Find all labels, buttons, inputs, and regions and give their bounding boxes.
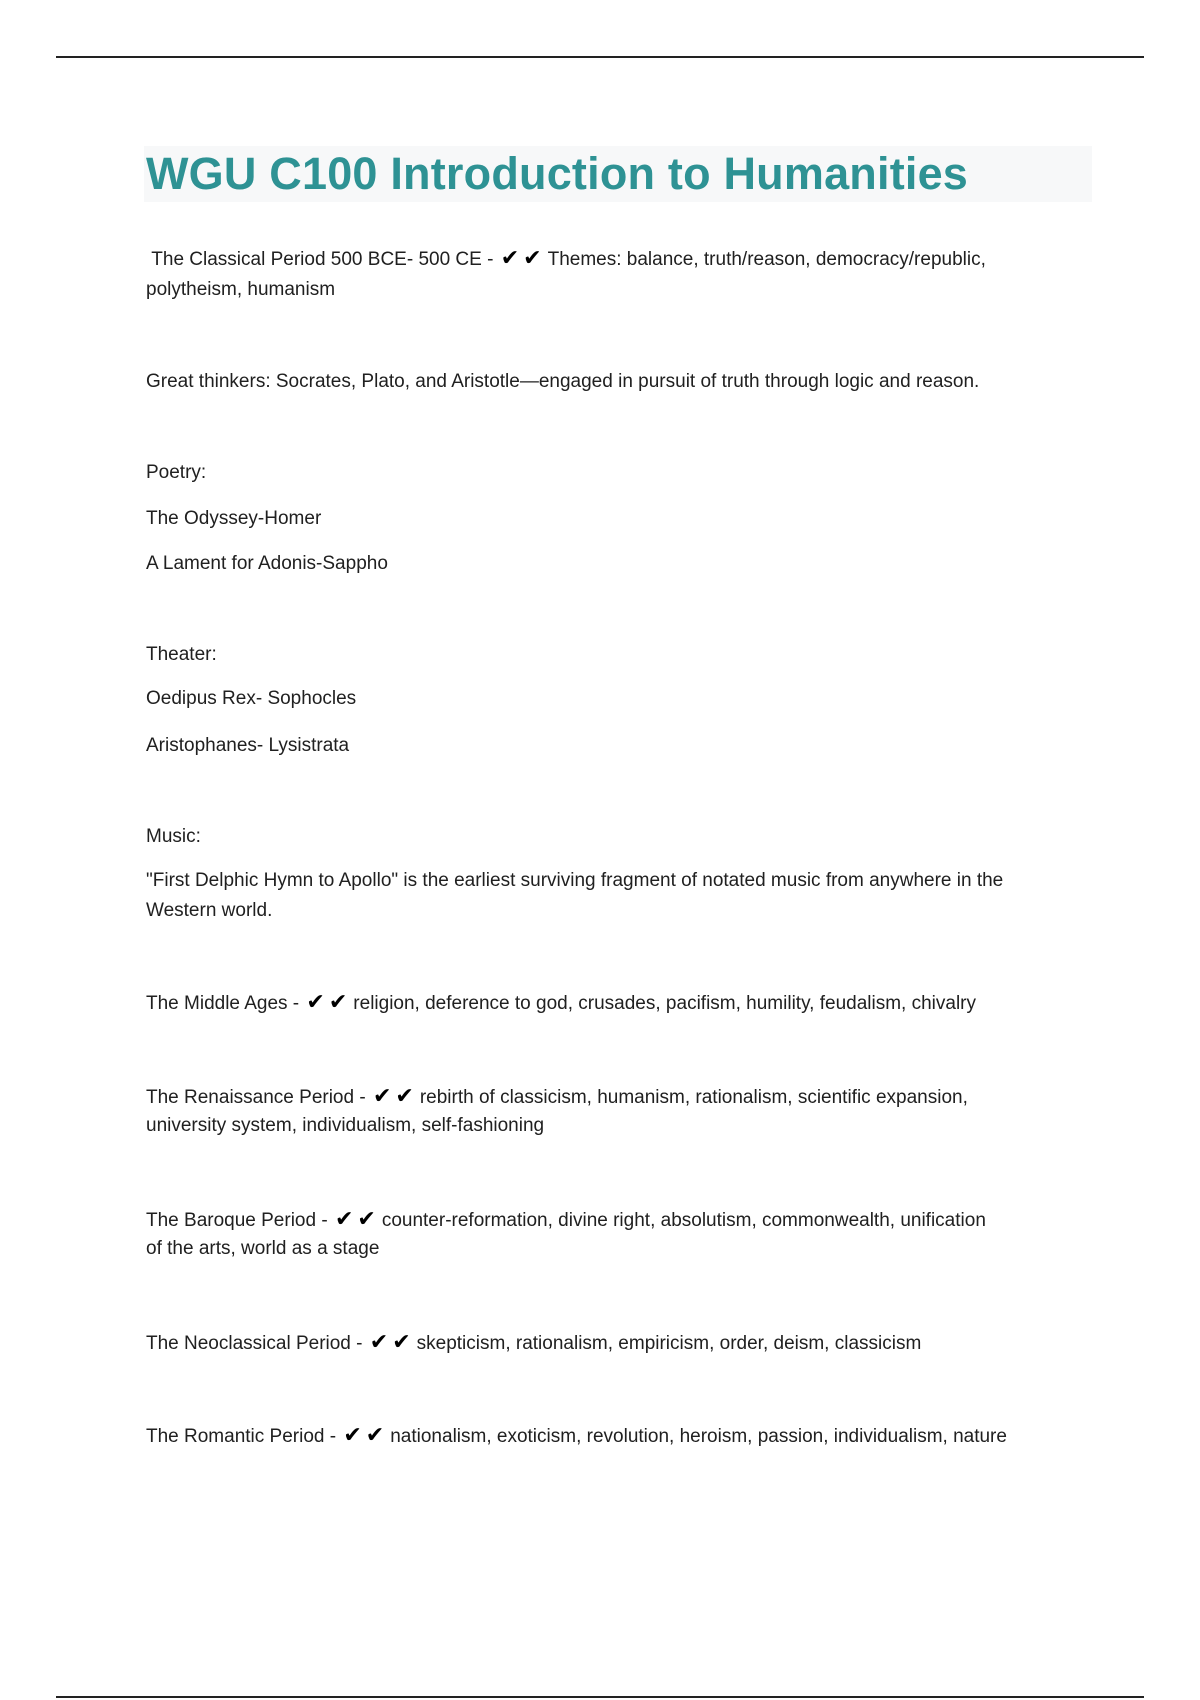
- middle-ages-line: [146, 989, 1086, 1019]
- music-heading: Music:: [146, 826, 201, 847]
- poetry-item: A Lament for Adonis-Sappho: [146, 553, 388, 574]
- renaissance-line-1: [146, 1083, 1086, 1113]
- check-icon: ✔: [334, 1207, 354, 1232]
- neoclassical-line: [146, 1329, 1086, 1359]
- page-title: WGU C100 Introduction to Humanities: [146, 148, 969, 199]
- romantic-definition: nationalism, exoticism, revolution, heroism, passion, individualism, nature: [390, 1426, 1007, 1447]
- music-line-1: "First Delphic Hymn to Apollo" is the earliest surviving fragment of notated music from anywhere in the: [146, 870, 1004, 891]
- music-line-2: Western world.: [146, 900, 273, 921]
- renaissance-definition: rebirth of classicism, humanism, rationalism, scientific expansion,: [419, 1087, 968, 1108]
- baroque-line-2: of the arts, world as a stage: [146, 1238, 380, 1259]
- check-icon: ✔: [500, 246, 520, 271]
- check-icon: ✔: [523, 246, 542, 271]
- romantic-term: The Romantic Period -: [146, 1426, 337, 1447]
- neoclassical-term: The Neoclassical Period -: [146, 1333, 363, 1354]
- classical-line-2: polytheism, humanism: [146, 279, 336, 300]
- check-icon: ✔: [343, 1423, 362, 1448]
- poetry-heading: Poetry:: [146, 462, 207, 483]
- neoclassical-definition: skepticism, rationalism, empiricism, order, deism, classicism: [416, 1333, 922, 1354]
- check-icon: ✔: [365, 1423, 385, 1448]
- check-icon: ✔: [392, 1330, 411, 1355]
- check-icon: ✔: [372, 1084, 392, 1109]
- romantic-line: [146, 1422, 1086, 1452]
- great-thinkers-paragraph: Great thinkers: Socrates, Plato, and Aristotle—engaged in pursuit of truth through logic and reason.: [146, 371, 980, 392]
- bottom-rule: [56, 1696, 1144, 1698]
- check-icon: ✔: [369, 1330, 389, 1355]
- theater-item: Oedipus Rex- Sophocles: [146, 688, 357, 709]
- baroque-line-1: [146, 1206, 1086, 1236]
- check-icon: ✔: [306, 990, 325, 1015]
- classical-term: The Classical Period 500 BCE- 500 CE -: [151, 249, 494, 270]
- baroque-definition: counter-reformation, divine right, absolutism, commonwealth, unification: [381, 1210, 986, 1231]
- theater-heading: Theater:: [146, 644, 217, 665]
- top-rule: [56, 56, 1144, 58]
- middle-ages-definition: religion, deference to god, crusades, pacifism, humility, feudalism, chivalry: [353, 993, 977, 1014]
- check-icon: ✔: [328, 990, 348, 1015]
- check-icon: ✔: [395, 1084, 414, 1109]
- middle-ages-term: The Middle Ages -: [146, 993, 300, 1014]
- classical-line-1: [146, 245, 1086, 275]
- theater-item: Aristophanes- Lysistrata: [146, 735, 350, 756]
- baroque-term: The Baroque Period -: [146, 1210, 328, 1231]
- classical-definition: Themes: balance, truth/reason, democracy/republic,: [547, 249, 986, 270]
- check-icon: ✔: [357, 1207, 376, 1232]
- renaissance-line-2: university system, individualism, self-fashioning: [146, 1115, 545, 1136]
- renaissance-term: The Renaissance Period -: [146, 1087, 366, 1108]
- poetry-item: The Odyssey-Homer: [146, 508, 322, 529]
